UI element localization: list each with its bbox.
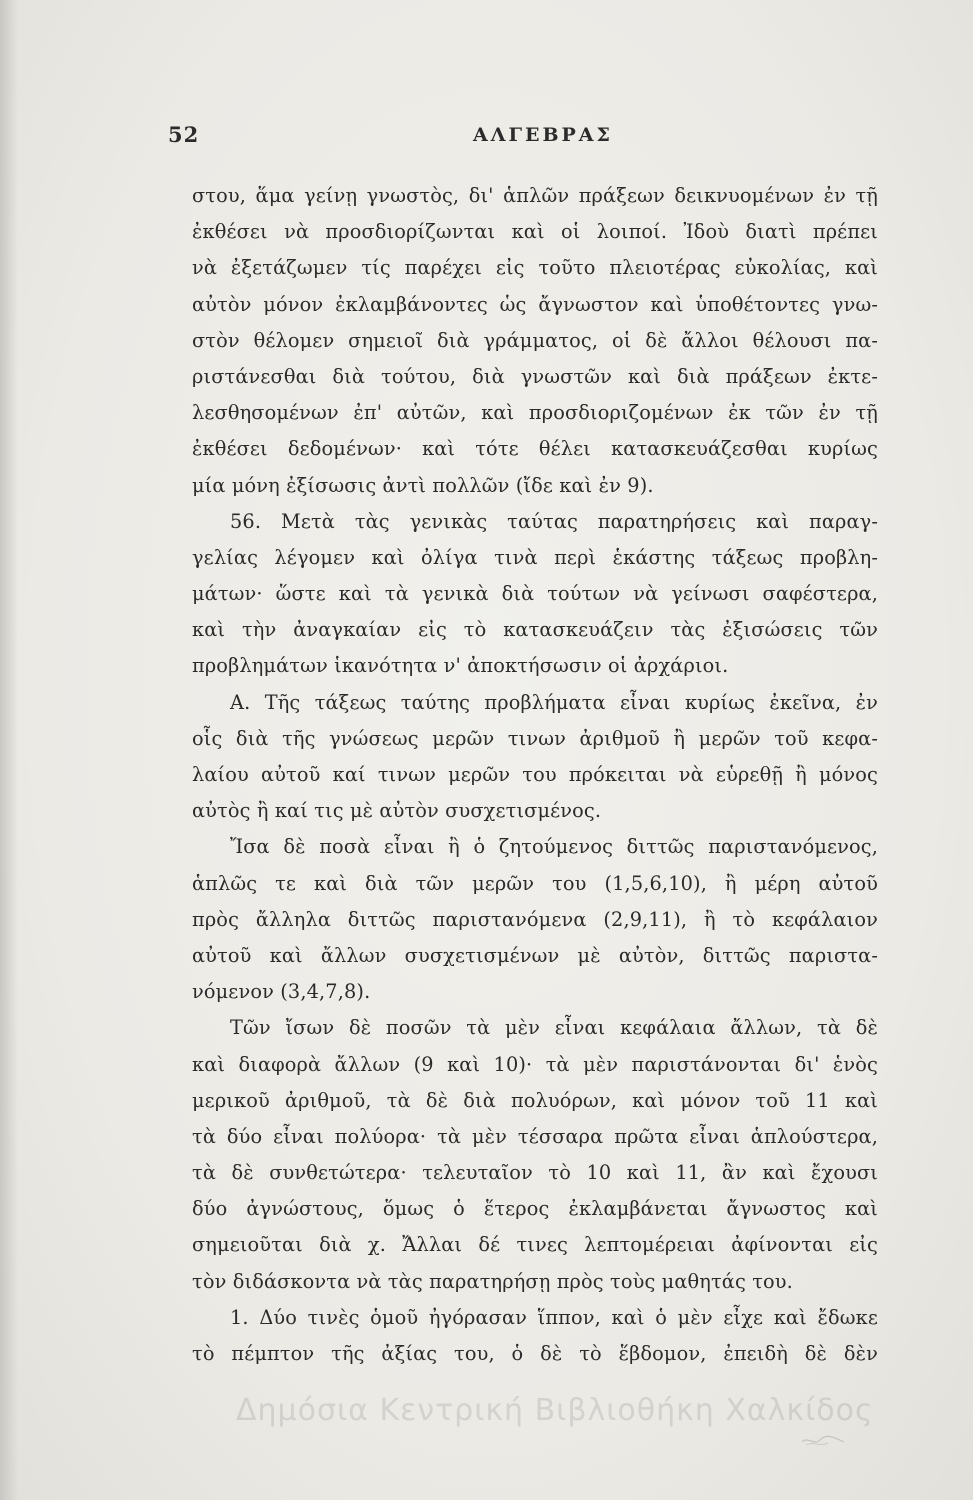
text-line: νόμενον (3,4,7,8). xyxy=(192,980,371,1004)
text-line: στου, ἅμα γείνῃ γνωστὸς, δι' ἁπλῶν πράξεων δεικνυομένων ἐν τῇ xyxy=(192,184,878,207)
text-line: τὰ δύο εἶναι πολύορα· τὰ μὲν τέσσαρα πρῶτα εἶναι ἁπλούστερα, xyxy=(192,1124,878,1148)
running-title: ΑΛΓΕΒΡΑΣ xyxy=(473,124,613,146)
page-edge-shadow xyxy=(0,0,18,1500)
text-line: λεσθησομένων ἐπ' αὐτῶν, καὶ προσδιοριζομένων ἐκ τῶν ἐν τῇ xyxy=(192,401,878,425)
text-line: ἐκθέσει δεδομένων· καὶ τότε θέλει κατασκευάζεσθαι κυρίως xyxy=(192,437,878,461)
text-line: δύο ἀγνώστους, ὅμως ὁ ἕτερος ἐκλαμβάνεται ἄγνωστος καὶ xyxy=(192,1197,878,1221)
stamp-mark-icon xyxy=(800,1432,846,1448)
text-line: τὰ δὲ συνθετώτερα· τελευταῖον τὸ 10 καὶ 11, ἂν καὶ ἔχουσι xyxy=(192,1161,878,1185)
text-line: Α. Τῆς τάξεως ταύτης προβλήματα εἶναι κυρίως ἐκεῖνα, ἐν xyxy=(230,690,878,714)
text-line: ἐκθέσει νὰ προσδιορίζωνται καὶ οἱ λοιποί. Ἰδοὺ διατὶ πρέπει xyxy=(192,220,878,244)
text-line: ἁπλῶς τε καὶ διὰ τῶν μερῶν του (1,5,6,10), ἢ μέρη αὐτοῦ xyxy=(192,871,878,895)
text-line: αὐτὸν μόνον ἐκλαμβάνοντες ὡς ἄγνωστον καὶ ὑποθέτοντες γνω- xyxy=(192,292,878,316)
text-line: μάτων· ὥστε καὶ τὰ γενικὰ διὰ τούτων νὰ γείνωσι σαφέστερα, xyxy=(192,582,878,606)
text-line: ριστάνεσθαι διὰ τούτου, διὰ γνωστῶν καὶ διὰ πράξεων ἐκτε- xyxy=(192,364,878,388)
text-line: προβλημάτων ἱκανότητα ν' ἀποκτήσωσιν οἱ ἀρχάριοι. xyxy=(192,654,729,678)
text-line: καὶ τὴν ἀναγκαίαν εἰς τὸ κατασκευάζειν τὰς ἐξισώσεις τῶν xyxy=(192,618,878,642)
text-line: τὸ πέμπτον τῆς ἀξίας του, ὁ δὲ τὸ ἕβδομον, ἐπειδὴ δὲ δὲν xyxy=(192,1342,878,1365)
text-line: 1. Δύο τινὲς ὁμοῦ ἠγόρασαν ἵππον, καὶ ὁ μὲν εἶχε καὶ ἔδωκε xyxy=(230,1305,878,1329)
page-header xyxy=(168,122,818,152)
text-line: μερικοῦ ἀριθμοῦ, τὰ δὲ διὰ πολυόρων, καὶ μόνον τοῦ 11 καὶ xyxy=(192,1088,878,1112)
body-text xyxy=(192,178,878,1372)
text-line: τὸν διδάσκοντα νὰ τὰς παρατηρήσῃ πρὸς τοὺς μαθητάς του. xyxy=(192,1269,793,1293)
text-line: αὐτὸς ἢ καί τις μὲ αὐτὸν συσχετισμένος. xyxy=(192,799,602,823)
text-line: 56. Μετὰ τὰς γενικὰς ταύτας παρατηρήσεις καὶ παραγ- xyxy=(230,509,878,533)
text-line: πρὸς ἄλληλα διττῶς παριστανόμενα (2,9,11), ἢ τὸ κεφάλαιον xyxy=(192,907,878,931)
text-line: στὸν θέλομεν σημειοῖ διὰ γράμματος, οἱ δὲ ἄλλοι θέλουσι πα- xyxy=(192,328,878,352)
text-line: καὶ διαφορὰ ἄλλων (9 καὶ 10)· τὰ μὲν παριστάνονται δι' ἑνὸς xyxy=(192,1052,878,1076)
text-line: μία μόνη ἐξίσωσις ἀντὶ πολλῶν (ἴδε καὶ ἐν 9). xyxy=(192,473,654,497)
library-watermark: Δημόσια Κεντρική Βιβλιοθήκη Χαλκίδος xyxy=(236,1393,874,1428)
text-line: σημειοῦται διὰ χ. Ἄλλαι δέ τινες λεπτομέρειαι ἀφίνονται εἰς xyxy=(192,1233,878,1257)
text-line: Τῶν ἴσων δὲ ποσῶν τὰ μὲν εἶναι κεφάλαια ἄλλων, τὰ δὲ xyxy=(230,1016,878,1040)
text-line: νὰ ἐξετάζωμεν τίς παρέχει εἰς τοῦτο πλειοτέρας εὐκολίας, καὶ xyxy=(192,256,878,280)
text-line: γελίας λέγομεν καὶ ὀλίγα τινὰ περὶ ἑκάστης τάξεως προβλη- xyxy=(192,545,878,569)
text-line: οἷς διὰ τῆς γνώσεως μερῶν τινων ἀριθμοῦ ἢ μερῶν τοῦ κεφα- xyxy=(192,726,878,750)
text-line: Ἴσα δὲ ποσὰ εἶναι ἢ ὁ ζητούμενος διττῶς παριστανόμενος, xyxy=(230,835,878,859)
text-line: λαίου αὐτοῦ καί τινων μερῶν του πρόκειται νὰ εὑρεθῇ ἢ μόνος xyxy=(192,763,878,786)
text-line: αὐτοῦ καὶ ἄλλων συσχετισμένων μὲ αὐτὸν, διττῶς παριστα- xyxy=(192,943,878,967)
page-number: 52 xyxy=(168,122,200,147)
